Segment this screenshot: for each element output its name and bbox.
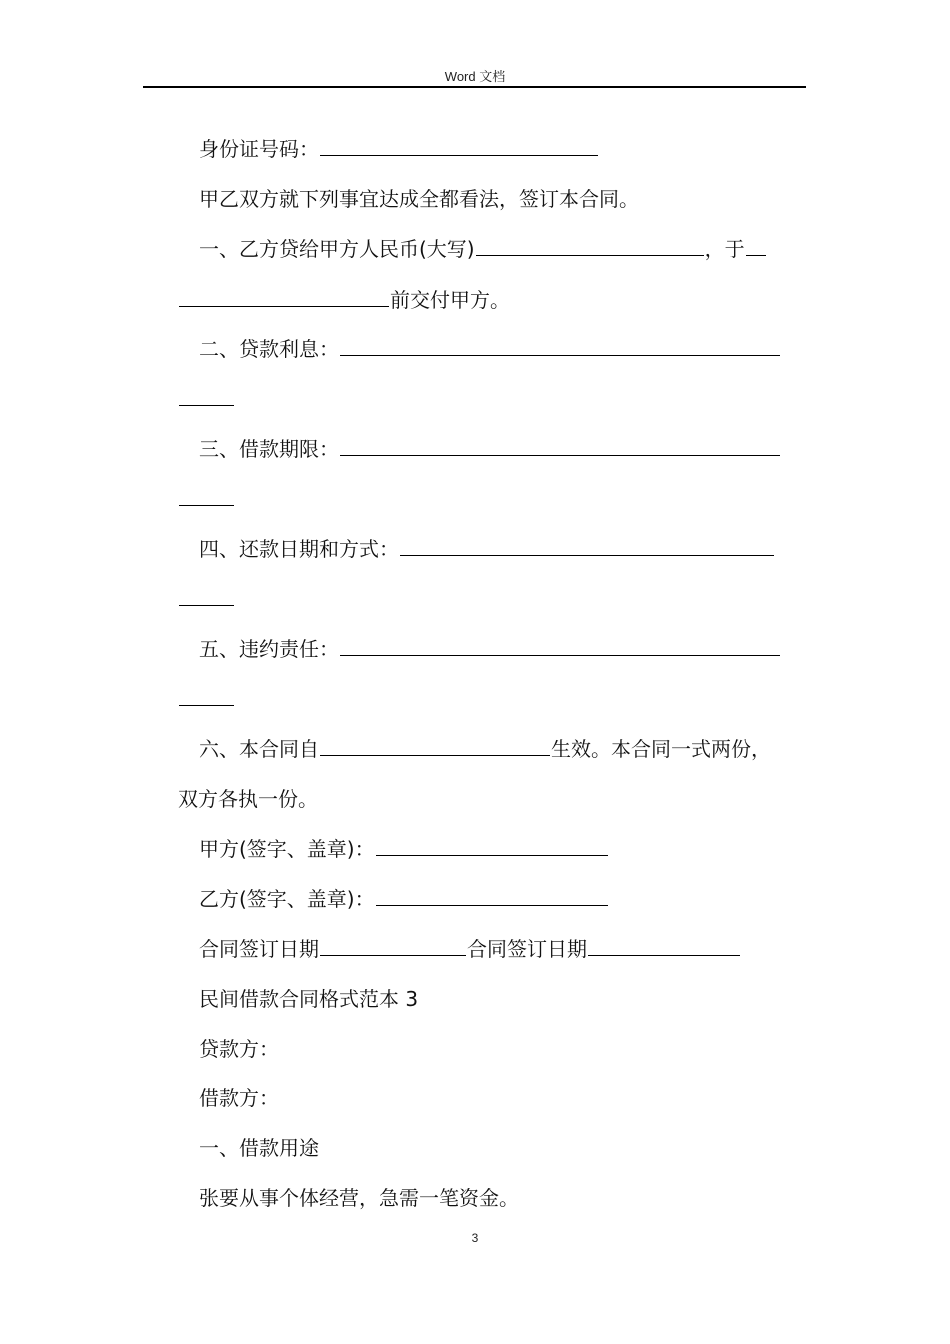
item2-line — [178, 334, 839, 364]
liability-blank-cont[interactable] — [179, 685, 234, 706]
item3-label: 三、借款期限： — [199, 437, 339, 461]
sign-date-blank-2[interactable] — [588, 935, 740, 956]
sign-date-line — [178, 934, 839, 964]
item1-cont-line — [178, 285, 818, 315]
item4-label: 四、还款日期和方式： — [199, 537, 399, 561]
header-rule — [143, 86, 806, 88]
item3-cont-line — [178, 484, 818, 514]
agreement-line: 甲乙双方就下列事宜达成全都看法，签订本合同。 — [199, 187, 639, 211]
item6-label: 六、本合同自 — [199, 737, 319, 761]
interest-blank-cont[interactable] — [179, 385, 234, 406]
effective-date-blank[interactable] — [320, 735, 550, 756]
page-number: 3 — [471, 1231, 479, 1245]
id-number-blank[interactable] — [320, 135, 598, 156]
date-blank-cont[interactable] — [179, 286, 389, 307]
item4-cont-line — [178, 584, 818, 614]
repayment-blank[interactable] — [400, 535, 774, 556]
document-header: Word 文档 — [444, 69, 506, 84]
item1-conj: ，于 — [704, 237, 745, 261]
item1-label: 一、乙方贷给甲方人民币(大写) — [199, 237, 475, 261]
item2-label: 二、贷款利息： — [199, 337, 339, 361]
lender-line: 贷款方： — [199, 1037, 279, 1061]
item4-line — [178, 534, 839, 564]
party-b-signature-blank[interactable] — [376, 885, 608, 906]
id-number-label: 身份证号码： — [199, 137, 319, 161]
item6-text: 生效。本合同一式两份， — [551, 737, 771, 761]
id-number-line — [178, 134, 839, 164]
item2-cont-line — [178, 384, 818, 414]
term-blank-cont[interactable] — [179, 485, 234, 506]
party-b-label: 乙方(签字、盖章)： — [199, 887, 375, 911]
date-blank-start[interactable] — [746, 235, 766, 256]
party-b-line — [178, 884, 839, 914]
party-a-line — [178, 834, 839, 864]
item6-line — [178, 734, 839, 764]
sign-date-label-2: 合同签订日期 — [467, 937, 587, 961]
purpose-line: 张要从事个体经营，急需一笔资金。 — [199, 1186, 519, 1210]
item6-cont-line: 双方各执一份。 — [178, 787, 318, 811]
liability-blank[interactable] — [340, 635, 780, 656]
template-title: 民间借款合同格式范本 3 — [199, 987, 419, 1011]
item1-line — [178, 234, 839, 264]
party-a-label: 甲方(签字、盖章)： — [199, 837, 375, 861]
repayment-blank-cont[interactable] — [179, 585, 234, 606]
item5-label: 五、违约责任： — [199, 637, 339, 661]
item5-cont-line — [178, 684, 818, 714]
item3-line — [178, 434, 839, 464]
borrower-line: 借款方： — [199, 1086, 279, 1110]
sign-date-blank[interactable] — [320, 935, 466, 956]
interest-blank[interactable] — [340, 335, 780, 356]
item5-line — [178, 634, 839, 664]
amount-blank[interactable] — [476, 235, 704, 256]
item1-end: 前交付甲方。 — [390, 288, 510, 312]
sign-date-label: 合同签订日期 — [199, 937, 319, 961]
party-a-signature-blank[interactable] — [376, 835, 608, 856]
term-blank[interactable] — [340, 435, 780, 456]
section1-heading: 一、借款用途 — [199, 1136, 319, 1160]
